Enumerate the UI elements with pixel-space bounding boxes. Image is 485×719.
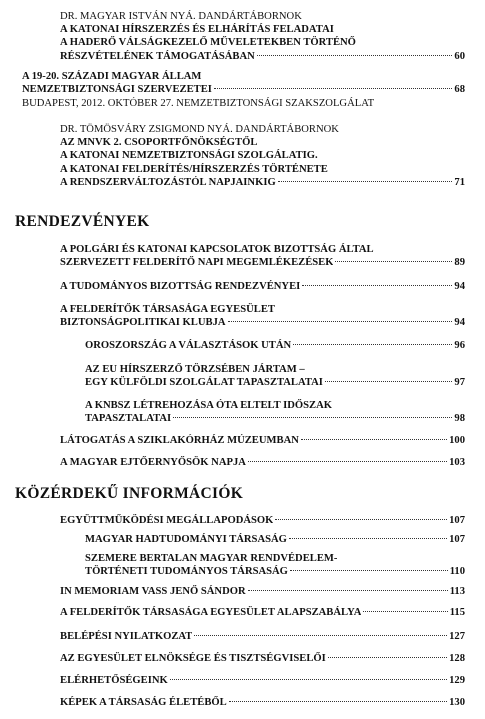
- page-number: 71: [454, 176, 465, 188]
- dot-leader: [293, 344, 452, 345]
- toc-entry-line: SZERVEZETT FELDERÍTŐ NAPI MEGEMLÉKEZÉSEK: [60, 257, 334, 269]
- toc-entry: [60, 606, 465, 619]
- toc-entry-author: DR. TÖMÖSVÁRY ZSIGMOND NYÁ. DANDÁRTÁBORNOK: [60, 124, 339, 135]
- toc-entry-line: EGY KÜLFÖLDI SZOLGÁLAT TAPASZTALATAI: [85, 377, 323, 389]
- dot-leader: [363, 611, 447, 612]
- page-number: 129: [449, 675, 465, 686]
- dot-leader: [325, 381, 452, 382]
- dot-leader: [194, 635, 447, 636]
- page-number: 113: [449, 586, 465, 597]
- toc-entry-allam: [22, 70, 465, 96]
- toc-entry-line: SZEMERE BERTALAN MAGYAR RENDVÉDELEM-: [85, 553, 338, 564]
- toc-entry-line: A TUDOMÁNYOS BIZOTTSÁG RENDEZVÉNYEI: [60, 281, 301, 292]
- toc-entry: [60, 514, 465, 527]
- toc-entry-line: A KATONAI NEMZETBIZTONSÁGI SZOLGÁLATIG.: [60, 150, 318, 162]
- toc-entry-line: LÁTOGATÁS A SZIKLAKÓRHÁZ MÚZEUMBAN: [60, 435, 299, 446]
- dot-leader: [302, 285, 452, 286]
- toc-entry-line: TÖRTÉNETI TUDOMÁNYOS TÁRSASÁG: [85, 566, 288, 578]
- page-number: 89: [454, 257, 465, 269]
- toc-entry-line: EGYÜTTMŰKÖDÉSI MEGÁLLAPODÁSOK: [60, 515, 274, 526]
- toc-subentry: [85, 552, 465, 578]
- toc-entry-tomosvary: [60, 123, 465, 189]
- toc-entry-line: A MAGYAR EJTŐERNYŐSÖK NAPJA: [60, 457, 246, 468]
- toc-entry: [60, 280, 465, 293]
- toc-entry-line: NEMZETBIZTONSÁGI SZERVEZETEI: [22, 84, 212, 96]
- toc-entry: [60, 674, 465, 687]
- toc-entry-line: TAPASZTALATAI: [85, 413, 172, 425]
- page-number: 130: [449, 697, 465, 708]
- toc-entry-line: KÉPEK A TÁRSASÁG ÉLETÉBŐL: [60, 697, 227, 708]
- page-number: 94: [454, 281, 465, 292]
- toc-entry-line: A POLGÁRI ÉS KATONAI KAPCSOLATOK BIZOTTSÁG ÁLTAL: [60, 244, 374, 255]
- dot-leader: [328, 657, 447, 658]
- toc-entry-line: AZ EU HÍRSZERZŐ TÖRZSÉBEN JÁRTAM –: [85, 364, 305, 375]
- dot-leader: [214, 88, 453, 89]
- dot-leader: [228, 321, 453, 322]
- toc-entry-line: MAGYAR HADTUDOMÁNYI TÁRSASÁG: [85, 534, 287, 545]
- toc-entry-line: A KNBSZ LÉTREHOZÁSA ÓTA ELTELT IDŐSZAK: [85, 400, 332, 411]
- dot-leader: [289, 538, 447, 539]
- page-number: 103: [449, 457, 465, 468]
- toc-subentry: [85, 399, 465, 425]
- toc-entry: [60, 243, 465, 269]
- toc-entry: [60, 696, 465, 709]
- page-number: 128: [449, 653, 465, 664]
- toc-entry: [60, 652, 465, 665]
- page-number: 110: [449, 566, 465, 578]
- page-number: 107: [449, 534, 465, 545]
- toc-entry: [60, 456, 465, 469]
- page-number: 94: [454, 317, 465, 329]
- toc-subentry: [85, 533, 465, 546]
- dot-leader: [248, 461, 447, 462]
- toc-entry: [60, 303, 465, 329]
- toc-entry: [60, 630, 465, 643]
- toc-entry-line: A FELDERÍTŐK TÁRSASÁGA EGYESÜLET ALAPSZABÁLYA: [60, 607, 362, 618]
- toc-entry-line: BIZTONSÁGPOLITIKAI KLUBJA: [60, 317, 226, 329]
- toc-entry-line: IN MEMORIAM VASS JENŐ SÁNDOR: [60, 586, 246, 597]
- dot-leader: [173, 417, 452, 418]
- toc-entry-line: OROSZORSZÁG A VÁLASZTÁSOK UTÁN: [85, 340, 292, 351]
- dot-leader: [335, 261, 452, 262]
- section-heading-kozerdeku-informaciok: KÖZÉRDEKŰ INFORMÁCIÓK: [15, 485, 244, 502]
- toc-entry-line: A KATONAI HÍRSZERZÉS ÉS ELHÁRÍTÁS FELADATAI: [60, 24, 334, 36]
- page-number: 68: [454, 84, 465, 96]
- toc-entry-line: A 19-20. SZÁZADI MAGYAR ÁLLAM: [22, 71, 202, 82]
- toc-entry: [60, 585, 465, 598]
- toc-entry-event-line: [22, 97, 467, 110]
- page-number: 60: [454, 50, 465, 62]
- toc-entry-author: DR. MAGYAR ISTVÁN NYÁ. DANDÁRTÁBORNOK: [60, 11, 302, 22]
- toc-subentry: [85, 363, 465, 389]
- dot-leader: [229, 701, 447, 702]
- toc-entry-magyar: [60, 10, 465, 63]
- page-number: 100: [449, 435, 465, 446]
- toc-entry-line: ELÉRHETŐSÉGEINK: [60, 675, 168, 686]
- page-number: 97: [454, 377, 465, 389]
- toc-entry-line: BELÉPÉSI NYILATKOZAT: [60, 631, 193, 642]
- toc-entry-line: A HADERŐ VÁLSÁGKEZELŐ MŰVELETEKBEN TÖRTÉNŐ: [60, 37, 356, 49]
- dot-leader: [257, 55, 453, 56]
- toc-entry-line: A RENDSZERVÁLTOZÁSTÓL NAPJAINKIG: [60, 176, 276, 188]
- page-number: 98: [454, 413, 465, 425]
- page-number: 127: [449, 631, 465, 642]
- dot-leader: [248, 590, 448, 591]
- page-number: 115: [449, 607, 465, 618]
- toc-entry-line: A FELDERÍTŐK TÁRSASÁGA EGYESÜLET: [60, 304, 275, 315]
- toc-subentry: [85, 339, 465, 352]
- dot-leader: [170, 679, 447, 680]
- toc-entry-line: A KATONAI FELDERÍTÉS/HÍRSZERZÉS TÖRTÉNETE: [60, 163, 328, 175]
- toc-entry-line: AZ MNVK 2. CSOPORTFŐNÖKSÉGTŐL: [60, 137, 258, 149]
- dot-leader: [290, 570, 448, 571]
- toc-entry-line: RÉSZVÉTELÉNEK TÁMOGATÁSÁBAN: [60, 50, 255, 62]
- page-number: 96: [454, 340, 465, 351]
- dot-leader: [275, 519, 447, 520]
- dot-leader: [301, 439, 447, 440]
- section-heading-rendezvenyek: RENDEZVÉNYEK: [15, 213, 150, 230]
- toc-entry-line: AZ EGYESÜLET ELNÖKSÉGE ÉS TISZTSÉGVISELŐI: [60, 653, 326, 664]
- page-number: 107: [449, 515, 465, 526]
- dot-leader: [278, 181, 453, 182]
- toc-entry-event: BUDAPEST, 2012. OKTÓBER 27. NEMZETBIZTONSÁGI SZAKSZOLGÁLAT: [22, 98, 375, 109]
- toc-entry: [60, 434, 465, 447]
